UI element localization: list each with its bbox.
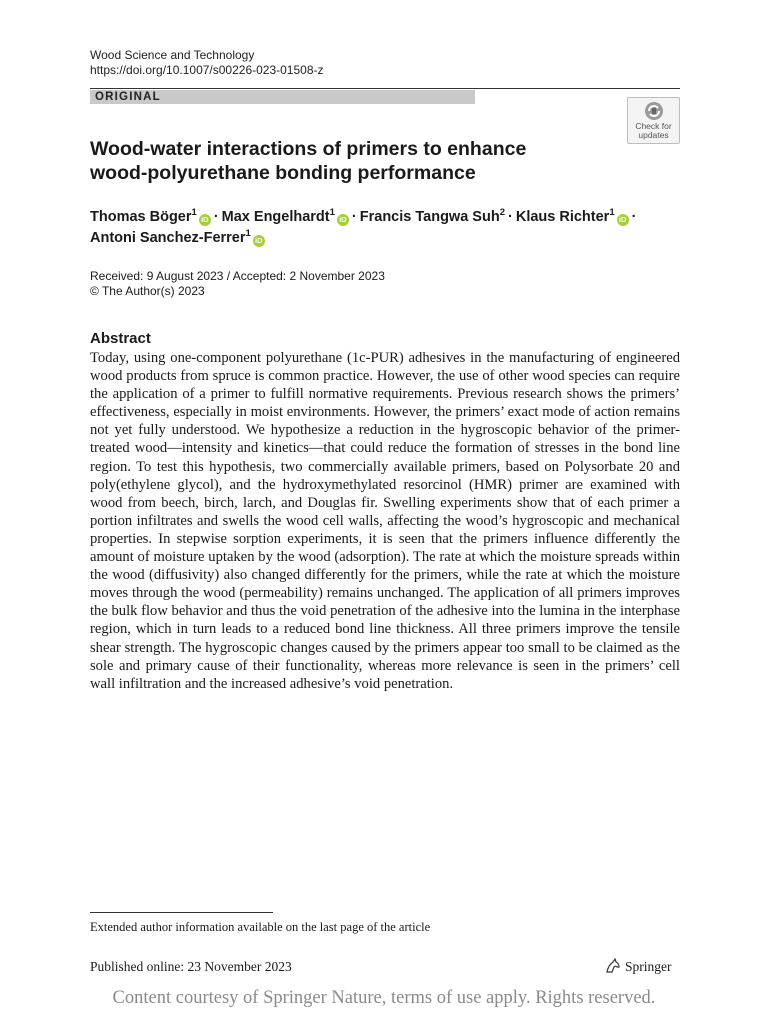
- author-name[interactable]: Max Engelhardt: [221, 209, 330, 225]
- author-affiliation: 2: [499, 207, 505, 219]
- springer-horse-icon: [604, 958, 622, 974]
- title-line-1: Wood-water interactions of primers to enhance: [90, 138, 527, 160]
- header-rule: [90, 88, 680, 89]
- footnote-rule: [90, 912, 273, 913]
- check-updates-line1: Check for: [635, 121, 672, 131]
- article-dates: [90, 269, 385, 299]
- article-title: [90, 137, 610, 185]
- author-affiliation: 1: [329, 207, 335, 219]
- received-accepted: Received: 9 August 2023 / Accepted: 2 November 2023: [90, 269, 385, 283]
- author-name[interactable]: Klaus Richter: [515, 209, 610, 225]
- orcid-icon[interactable]: iD: [337, 214, 349, 226]
- check-updates-line2: updates: [638, 130, 669, 140]
- orcid-icon[interactable]: iD: [253, 235, 265, 247]
- author-separator: ·: [631, 209, 637, 225]
- author-list: [90, 207, 690, 249]
- author-affiliation: 1: [609, 207, 615, 219]
- author-affiliation: 1: [191, 207, 197, 219]
- author-name[interactable]: Francis Tangwa Suh: [359, 209, 500, 225]
- check-updates-icon: [644, 101, 664, 121]
- author-name[interactable]: Thomas Böger: [90, 209, 192, 225]
- author-separator: ·: [351, 209, 357, 225]
- article-type-tag: ORIGINAL: [90, 90, 475, 104]
- footnote: Extended author information available on the last page of the article: [90, 920, 431, 934]
- doi-link[interactable]: https://doi.org/10.1007/s00226-023-01508-z: [90, 63, 324, 77]
- journal-header: [90, 48, 324, 78]
- abstract-heading: Abstract: [90, 330, 151, 347]
- author-separator: ·: [508, 209, 513, 225]
- publisher-name: Springer: [625, 959, 672, 974]
- author-separator: ·: [213, 209, 219, 225]
- copyright: © The Author(s) 2023: [90, 284, 205, 298]
- title-line-2: wood-polyurethane bonding performance: [90, 162, 476, 184]
- orcid-icon[interactable]: iD: [617, 214, 629, 226]
- publisher-logo[interactable]: [604, 958, 672, 975]
- check-updates-label: [628, 122, 679, 140]
- author-affiliation: 1: [245, 228, 251, 240]
- author-name[interactable]: Antoni Sanchez-Ferrer: [90, 230, 246, 246]
- orcid-icon[interactable]: iD: [199, 214, 211, 226]
- published-date: Published online: 23 November 2023: [90, 959, 292, 974]
- check-for-updates-badge[interactable]: [627, 97, 680, 144]
- courtesy-watermark: Content courtesy of Springer Nature, terms of use apply. Rights reserved.: [112, 988, 656, 1008]
- abstract-text: Today, using one-component polyurethane (1c-PUR) adhesives in the manufacturing of engineered wood products from spruce is common practice. However, the use of other wood species can require the application of a primer to fulfill normative requirements. Previous research shows the primers’ effectiveness, especially in moist environments. However, the primers’ exact mode of action remains not yet fully understood. We hypothesize a reduction in the hygroscopic behavior of the primer-treated wood—intensity and kinetics—that could reduce the formation of stresses in the bond line region. To test this hypothesis, two commercially available primers, based on Polysorbate 20 and poly(ethylene glycol), and the hydroxymethylated resorcinol (HMR) primer are examined with wood from beech, birch, larch, and Douglas fir. Swelling experiments show that of each primer a portion infiltrates and swells the wood cell walls, affecting the wood’s hygroscopic and mechanical properties. In stepwise sorption experiments, it is seen that the primers influence differently the amount of moisture uptaken by the wood (adsorption). The rate at which the moisture spreads within the wood (diffusivity) also changed differently for the primers, while the rate at which the moisture moves through the wood (permeability) remains unchanged. The application of all primers improves the bulk flow behavior and thus the void penetration of the adhesive into the lumina in the interphase region, which in turn leads to a reduced bond line thickness. All three primers improve the tensile shear strength. The hygroscopic changes caused by the primers appear too small to be claimed as the sole and primary cause of their functionality, whereas more relevance is seen in the primers’ cell wall infiltration and the increased adhesive’s void penetration.: [90, 350, 680, 692]
- journal-name: Wood Science and Technology: [90, 48, 255, 62]
